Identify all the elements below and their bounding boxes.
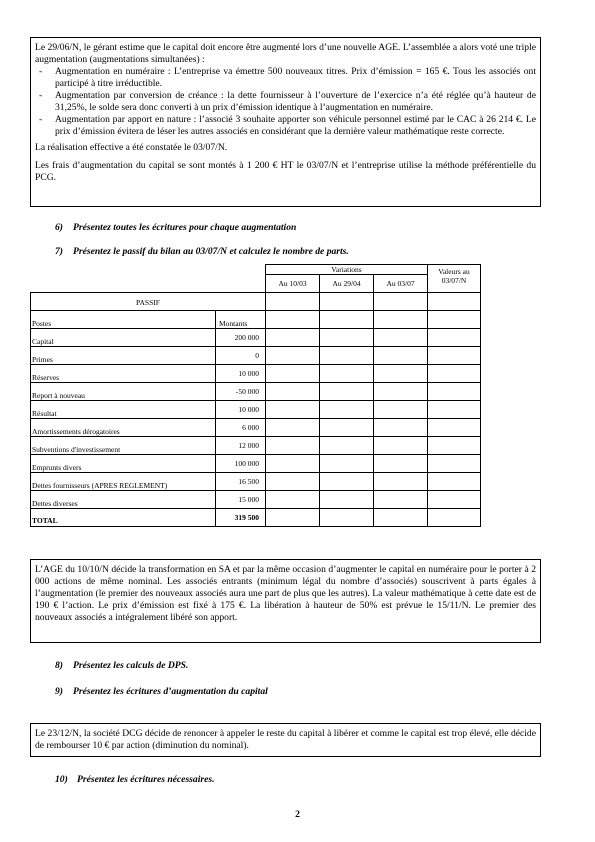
statement-reduction: Le 23/12/N, la société DCG décide de renoncer à appeler le reste du capital à libérer et comme le capital est trop élevé, elle décide de rembourser 10 € par action (diminution du nominal).	[35, 728, 536, 751]
statement-frais: Les frais d’augmentation du capital se sont montés à 1 200 € HT le 03/07/N et l’entreprise utilise la méthode préférentielle du PCG.	[35, 160, 536, 183]
row-montant: 10 000	[238, 405, 259, 414]
row-montant: 16 500	[238, 477, 259, 486]
header-variations: Variations	[331, 265, 362, 274]
row-poste: Dettes fournisseurs (APRES REGLEMENT)	[32, 481, 168, 490]
row-montant: 200 000	[234, 333, 259, 342]
question-8: 8) Présentez les calculs de DPS.	[55, 660, 189, 671]
row-poste: Amortissements dérogatoires	[32, 427, 120, 436]
statement-box-reduction	[30, 723, 541, 757]
row-montant: 0	[255, 351, 259, 360]
total-value: 319 500	[234, 513, 259, 522]
statement-transformation: L’AGE du 10/10/N décide la transformation en SA et par la même occasion d’augmenter le capital en numéraire pour le porter à 2 000 actions de même nominal. Les associés entrants (minimum légal du nombre d’associés) souscrivent à parts égales à l’augmentation (le premier des nouveaux associés aura une part de plus que les autres). La valeur mathématique à cette date est de 190 € l’action. Le prix d’émission est fixé à 175 €. La libération à hauteur de 50% est prévue le 15/11/N. Le premier des nouveaux associés a intégralement libéré son apport.	[35, 564, 536, 623]
question-7: 7) Présentez le passif du bilan au 03/07/N et calculez le nombre de parts.	[55, 246, 349, 257]
statement-intro: Le 29/06/N, le gérant estime que le capital doit encore être augmenté lors d’une nouvelle AGE. L’assemblée a alors voté une triple augmentation (augmentations simultanées) :	[35, 42, 536, 65]
row-montant: 15 000	[238, 495, 259, 504]
statement-box-transformation	[30, 559, 541, 643]
montants-header: Montants	[219, 319, 248, 328]
header-date-2: Au 29/04	[332, 279, 361, 288]
statement-realisation: La réalisation effective a été constatée le 03/07/N.	[35, 142, 228, 153]
list-item: - Augmentation en numéraire : L’entreprise va émettre 500 nouveaux titres. Prix d’émission = 165 €. Tous les associés ont participé à titre irréductible.	[39, 66, 536, 89]
row-montant: 100 000	[234, 459, 259, 468]
header-date-3: Au 03/07	[386, 279, 415, 288]
row-poste: Emprunts divers	[32, 463, 82, 472]
row-montant: 10 000	[238, 369, 259, 378]
row-poste: Dettes diverses	[32, 499, 78, 508]
row-poste: Résultat	[32, 409, 57, 418]
row-montant: 6 000	[242, 423, 259, 432]
list-item: - Augmentation par conversion de créance : la dette fournisseur à l’ouverture de l’exercice n’a été réglée qu’à hauteur de 31,25%, le solde sera donc converti à un prix d’émission identique à l’augmentation en numéraire.	[39, 90, 536, 113]
row-poste: Capital	[32, 337, 54, 346]
header-date-1: Au 10/03	[278, 279, 307, 288]
increase-list	[35, 66, 536, 138]
row-montant: 12 000	[238, 441, 259, 450]
question-9: 9) Présentez les écritures d’augmentation du capital	[55, 686, 268, 697]
question-6: 6) Présentez toutes les écritures pour chaque augmentation	[55, 222, 297, 233]
passif-title: PASSIF	[136, 298, 160, 307]
row-poste: Réserves	[32, 373, 60, 382]
question-10: 10) Présentez les écritures nécessaires.	[55, 774, 215, 785]
row-poste: Report à nouveau	[32, 391, 85, 400]
total-label: TOTAL	[32, 516, 58, 525]
page-number: 2	[295, 809, 300, 820]
list-item: - Augmentation par apport en nature : l’associé 3 souhaite apporter son véhicule personnel estimé par le CAC à 26 214 €. Le prix d’émission évitera de léser les autres associés en considérant que la dernière valeur mathématique reste correcte.	[39, 114, 536, 137]
row-poste: Subventions d'investissement	[32, 445, 121, 454]
postes-header: Postes	[32, 319, 52, 328]
statement-box-capital-increase	[30, 37, 541, 207]
header-valeurs: Valeurs au 03/07/N	[438, 267, 470, 285]
row-montant: -50 000	[235, 387, 259, 396]
row-poste: Primes	[32, 355, 53, 364]
